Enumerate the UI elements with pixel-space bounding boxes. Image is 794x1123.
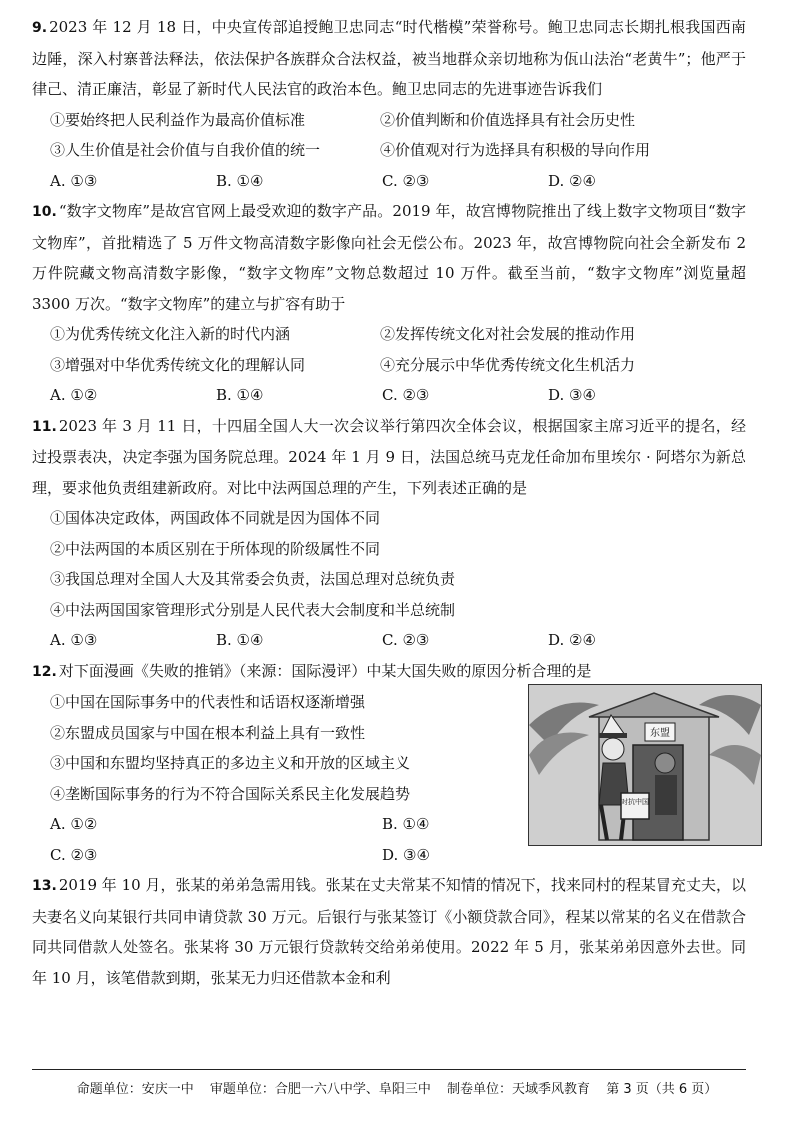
answer-choices [32, 380, 746, 411]
question-stem [32, 870, 746, 993]
statement-2: ②东盟成员国家与中国在根本利益上具有一致性 [50, 723, 366, 742]
choice-a: A. ①③ [50, 631, 98, 649]
answer-choices [32, 166, 746, 197]
question-number: 10. [32, 204, 57, 220]
statement-3: ③我国总理对全国人大及其常委会负责，法国总理对总统负责 [50, 570, 456, 588]
stem-text: “数字文物库”是故宫官网上最受欢迎的数字产品。2019 年，故宫博物院推出了线上数字文物项目“数字文物库”，首批精选了 5 万件文物高清数字影像向社会无偿公布。2023 年，故宫博物院向社会全新发布 2 万件院藏文物高清数字影像，“数字文物库”文物总数超过 10 万件。截至当前，“数字文物库”浏览量超 3300 万次。“数字文物库”的建立与扩容有助于 [32, 202, 746, 313]
choice-b: B. ①④ [382, 815, 430, 833]
statement-row [32, 319, 746, 350]
stem-text: 2023 年 12 月 18 日，中央宣传部追授鲍卫忠同志“时代楷模”荣誉称号。鲍卫忠同志长期扎根我国西南边陲，深入村寨普法释法，依法保护各族群众合法权益，被当地群众亲切地称为佤山法治“老黄牛”；他严于律己、清正廉洁，彰显了新时代人民法官的政治本色。鲍卫忠同志的先进事迹告诉我们 [32, 18, 746, 98]
question-10 [32, 196, 746, 411]
answer-choices [32, 625, 746, 656]
question-stem [32, 196, 746, 319]
choice-a: A. ①② [50, 386, 98, 404]
question-stem [32, 411, 746, 504]
statement-1: ①为优秀传统文化注入新的时代内涵 [50, 325, 291, 343]
choice-c: C. ②③ [382, 386, 430, 404]
statement-row [32, 135, 746, 166]
statement-2: ②价值判断和价值选择具有社会历史性 [380, 110, 636, 129]
statement-4: ④垄断国际事务的行为不符合国际关系民主化发展趋势 [50, 784, 411, 803]
question-stem [32, 12, 746, 105]
choice-b: B. ①④ [216, 386, 264, 404]
statement-3: ③增强对中华优秀传统文化的理解认同 [50, 355, 306, 374]
statement-row [32, 350, 746, 381]
statement-1: ①要始终把人民利益作为最高价值标准 [50, 110, 306, 129]
page-footer [0, 1078, 794, 1097]
stem-text: 2019 年 10 月，张某的弟弟急需用钱。张某在丈夫常某不知情的情况下，找来同村的程某冒充丈夫，以夫妻名义向某银行共同申请贷款 30 万元。后银行与张某签订《小额贷款合同》，程某以常某的名义在借款合同共同借款人处签名。张某将 30 万元银行贷款转交给弟弟使用。2022 年 5 月，张某弟弟因意外去世。同年 10 月，该笔借款到期，张某无力归还借款本金和利 [32, 876, 746, 987]
statement-4: ④充分展示中华优秀传统文化生机活力 [380, 355, 636, 374]
choice-c: C. ②③ [50, 845, 98, 864]
stem-text: 2023 年 3 月 11 日，十四届全国人大一次会议举行第四次全体会议，根据国家主席习近平的提名，经过投票表决，决定李强为国务院总理。2024 年 1 月 9 日，法国总统马克龙任命加布里埃尔 · 阿塔尔为新总理，要求他负责组建新政府。对比中法两国总理的产生，下列表述正确的是 [32, 416, 746, 497]
choice-d: D. ③④ [382, 845, 430, 864]
choice-a: A. ①② [50, 815, 98, 833]
question-12 [32, 656, 746, 871]
question-13 [32, 870, 746, 993]
choice-b: B. ①④ [216, 631, 264, 649]
question-11 [32, 411, 746, 656]
statement-1: ①中国在国际事务中的代表性和话语权逐渐增强 [50, 693, 366, 711]
footer-divider [32, 1069, 746, 1070]
statement-1: ①国体决定政体，两国政体不同就是因为国体不同 [50, 509, 381, 527]
footer-page-number: 第 3 页（共 6 页） [606, 1082, 718, 1097]
statement-4: ④中法两国国家管理形式分别是人民代表大会制度和半总统制 [50, 600, 456, 619]
choice-d: D. ③④ [548, 386, 596, 404]
choice-c: C. ②③ [382, 631, 430, 649]
question-9 [32, 12, 746, 196]
footer-author: 命题单位：安庆一中 [76, 1082, 194, 1097]
choice-d: D. ②④ [548, 631, 596, 649]
choice-c: C. ②③ [382, 171, 430, 190]
footer-maker: 制卷单位：天域季风教育 [447, 1082, 591, 1097]
cartoon-image [528, 684, 762, 846]
footer-reviewer: 审题单位：合肥一六八中学、阜阳三中 [209, 1082, 431, 1097]
choice-b: B. ①④ [216, 171, 264, 190]
statement-3: ③中国和东盟均坚持真正的多边主义和开放的区域主义 [50, 754, 411, 772]
question-number: 11. [32, 418, 57, 435]
statement-3: ③人生价值是社会价值与自我价值的统一 [50, 141, 321, 159]
choice-a: A. ①③ [50, 171, 98, 190]
cartoon-sign-text: 东盟 [650, 727, 670, 739]
question-number: 12. [32, 663, 57, 680]
cartoon-box-text: 对抗中国 [621, 797, 649, 806]
question-stem [32, 656, 746, 688]
statement-2: ②发挥传统文化对社会发展的推动作用 [380, 325, 636, 343]
statement-2: ②中法两国的本质区别在于所体现的阶级属性不同 [50, 539, 381, 558]
statement-row [32, 105, 746, 136]
stem-text: 对下面漫画《失败的推销》（来源：国际漫评）中某大国失败的原因分析合理的是 [58, 661, 592, 680]
question-number: 13. [32, 878, 57, 894]
statement-4: ④价值观对行为选择具有积极的导向作用 [380, 141, 651, 159]
question-number: 9. [32, 20, 48, 36]
cartoon-illustration [529, 685, 761, 845]
choice-d: D. ②④ [548, 171, 596, 190]
